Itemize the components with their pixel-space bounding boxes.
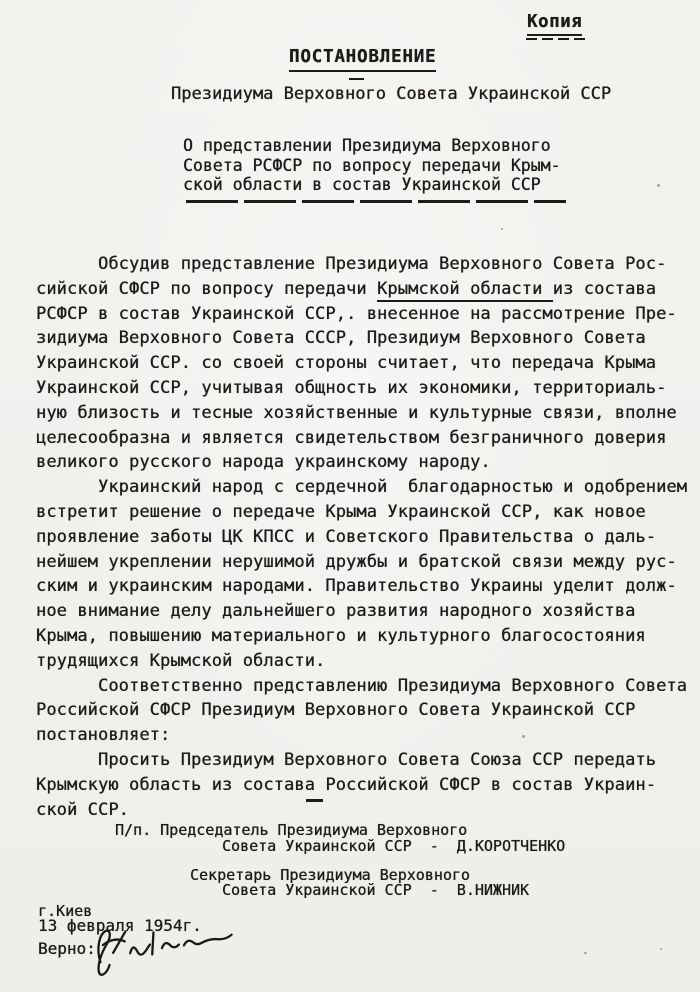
body-line: ное внимание делу дальнейшего развития народного хозяйства xyxy=(36,601,636,622)
body-line-segment: из состава xyxy=(552,278,657,299)
body-line: Просить Президиум Верховного Совета Союза ССР передать xyxy=(36,749,657,770)
scan-speck xyxy=(660,948,662,950)
copy-stamp-underline xyxy=(526,38,590,40)
body-line: Крыма, повышению материального и культурного благосостояния xyxy=(36,625,646,646)
subject-line: Совета РСФСР по вопросу передачи Крым- xyxy=(183,155,561,175)
title-underline-dash xyxy=(349,78,364,80)
secretary-signature-name: Совета Украинской ССР - В.НИЖНИК xyxy=(222,881,530,899)
underlined-phrase: Крымской области xyxy=(377,279,553,302)
body-line: ским и украинским народами. Правительство Украины уделит долж- xyxy=(36,576,677,597)
body-line: ской ССР. xyxy=(36,799,130,820)
body-line: проявление заботы ЦК КПСС и Советского Правительства о даль- xyxy=(36,526,657,547)
body-line: трудящихся Крымской области. xyxy=(36,650,326,671)
body-line: зидиума Верховного Совета СССР, Президиум Верховного Совета xyxy=(36,328,646,349)
separator-dash xyxy=(306,799,323,802)
copy-stamp: Копия xyxy=(527,12,582,36)
body-line: РСФСР в состав Украинской ССР,. внесенное на рассмотрение Пре- xyxy=(36,303,677,324)
scan-speck xyxy=(501,228,503,230)
body-line: Украинский народ с сердечной благодарностью и одобрением xyxy=(36,477,688,498)
place-line: г.Киев xyxy=(38,902,93,920)
issuing-body-line: Президиума Верховного Совета Украинской ССР xyxy=(171,84,612,104)
body-line: Украинской ССР. со своей стороны считает, что передача Крыма xyxy=(36,353,657,374)
body-line: Обсудив представление Президиума Верховного Совета Рос- xyxy=(36,254,667,274)
body-line: Украинской ССР, учитывая общность их экономики, территориаль- xyxy=(36,377,667,398)
document-body xyxy=(36,252,687,822)
body-line: ную близость и тесные хозяйственные и культурные связи, вполне xyxy=(36,402,677,423)
date-line: 13 февраля 1954г. xyxy=(38,916,202,935)
body-line: нейшем укреплении нерушимой дружбы и братской связи между рус- xyxy=(36,551,677,572)
scan-speck xyxy=(584,952,587,954)
chairman-signature-line: П/п. Председатель Президиума Верховного xyxy=(115,821,468,839)
subject-line: ской области в состав Украинской ССР xyxy=(183,175,541,194)
subject-line: О представлении Президиума Верховного xyxy=(183,136,551,155)
chairman-signature-name: Совета Украинской ССР - Д.КОРОТЧЕНКО xyxy=(222,837,566,855)
certification-label: Верно: xyxy=(38,939,96,958)
body-line: Крымскую область из состава Российской СФСР в состав Украин- xyxy=(36,774,657,795)
document-title: ПОСТАНОВЛЕНИЕ xyxy=(289,47,436,72)
body-line: постановляет: xyxy=(36,725,171,746)
body-line: целесообразна и является свидетельством безграничного доверия xyxy=(36,427,667,448)
body-line: великого русского народа украинскому народу. xyxy=(36,452,491,473)
scan-speck xyxy=(522,735,525,738)
subject-underline-rule xyxy=(186,200,566,203)
body-line: Российской СФСР Президиум Верховного Совета Украинской ССР xyxy=(36,700,636,721)
body-line: Соответственно представлению Президиума Верховного Совета xyxy=(36,675,688,696)
body-line: встретит решение о передаче Крыма Украинской ССР, как новое xyxy=(36,501,646,522)
subject-block xyxy=(183,136,561,195)
body-line xyxy=(36,277,687,302)
secretary-signature-line: Секретарь Президиума Верховного xyxy=(190,866,470,884)
body-line-segment: сийской СФСР по вопросу передачи xyxy=(36,278,378,299)
handwritten-signature xyxy=(85,913,247,983)
scan-speck xyxy=(657,184,660,187)
